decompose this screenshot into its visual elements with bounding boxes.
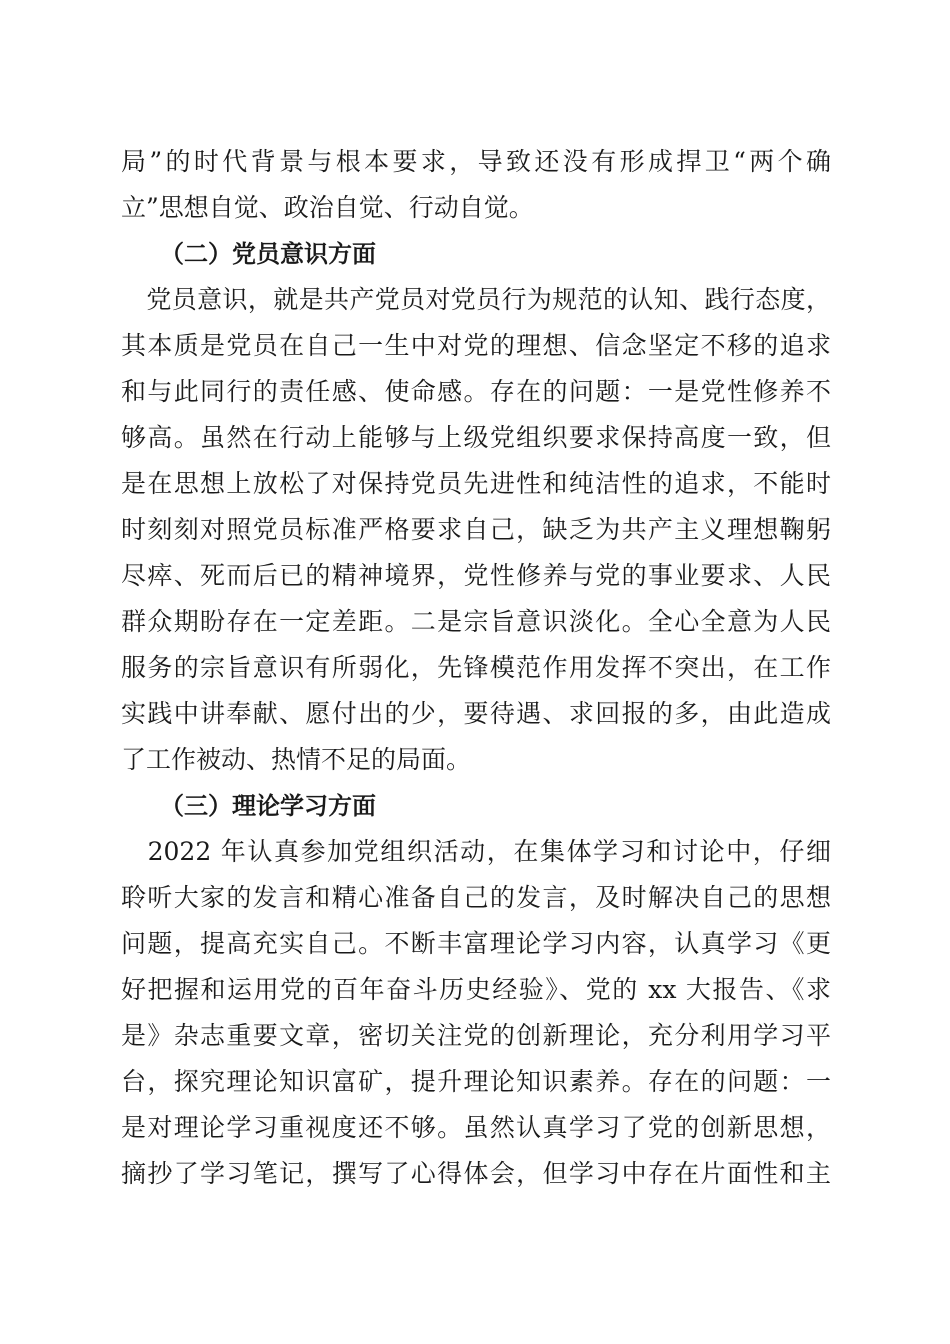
text-line: 局”的时代背景与根本要求，导致还没有形成捍卫“两个确: [121, 147, 831, 176]
text-line: 摘抄了学习笔记，撰写了心得体会，但学习中存在片面性和主: [121, 1159, 831, 1188]
text-line: 和与此同行的责任感、使命感。存在的问题：一是党性修养不: [121, 377, 831, 406]
text-line: 问题，提高充实自己。不断丰富理论学习内容，认真学习《更: [121, 929, 831, 958]
text-line: 台，探究理论知识富矿，提升理论知识素养。存在的问题：一: [121, 1067, 831, 1096]
text-line: 其本质是党员在自己一生中对党的理想、信念坚定不移的追求: [121, 331, 831, 360]
text-line: 是》杂志重要文章，密切关注党的创新理论，充分利用学习平: [121, 1021, 831, 1050]
text-line: 实践中讲奉献、愿付出的少，要待遇、求回报的多，由此造成: [121, 699, 831, 728]
text-line: 党员意识，就是共产党员对党员行为规范的认知、践行态度，: [121, 285, 831, 314]
text-line: 尽瘁、死而后已的精神境界，党性修养与党的事业要求、人民: [121, 561, 831, 590]
text-line: 是在思想上放松了对保持党员先进性和纯洁性的追求，不能时: [121, 469, 831, 498]
text-line: 服务的宗旨意识有所弱化，先锋模范作用发挥不突出，在工作: [121, 653, 831, 682]
text-line: 2022 年认真参加党组织活动，在集体学习和讨论中，仔细: [121, 837, 831, 866]
section-heading-2: （二）党员意识方面: [160, 240, 376, 268]
section-heading-3: （三）理论学习方面: [160, 792, 376, 820]
text-line: 时刻刻对照党员标准严格要求自己，缺乏为共产主义理想鞠躬: [121, 515, 831, 544]
text-line: 立”思想自觉、政治自觉、行动自觉。: [121, 193, 534, 222]
text-line: 是对理论学习重视度还不够。虽然认真学习了党的创新思想，: [121, 1113, 831, 1142]
text-line: 群众期盼存在一定差距。二是宗旨意识淡化。全心全意为人民: [121, 607, 831, 636]
text-line: 了工作被动、热情不足的局面。: [121, 745, 472, 774]
text-line: 聆听大家的发言和精心准备自己的发言，及时解决自己的思想: [121, 883, 831, 912]
text-line: 够高。虽然在行动上能够与上级党组织要求保持高度一致，但: [121, 423, 831, 452]
text-line: 好把握和运用党的百年奋斗历史经验》、党的 xx 大报告、《求: [121, 975, 831, 1004]
